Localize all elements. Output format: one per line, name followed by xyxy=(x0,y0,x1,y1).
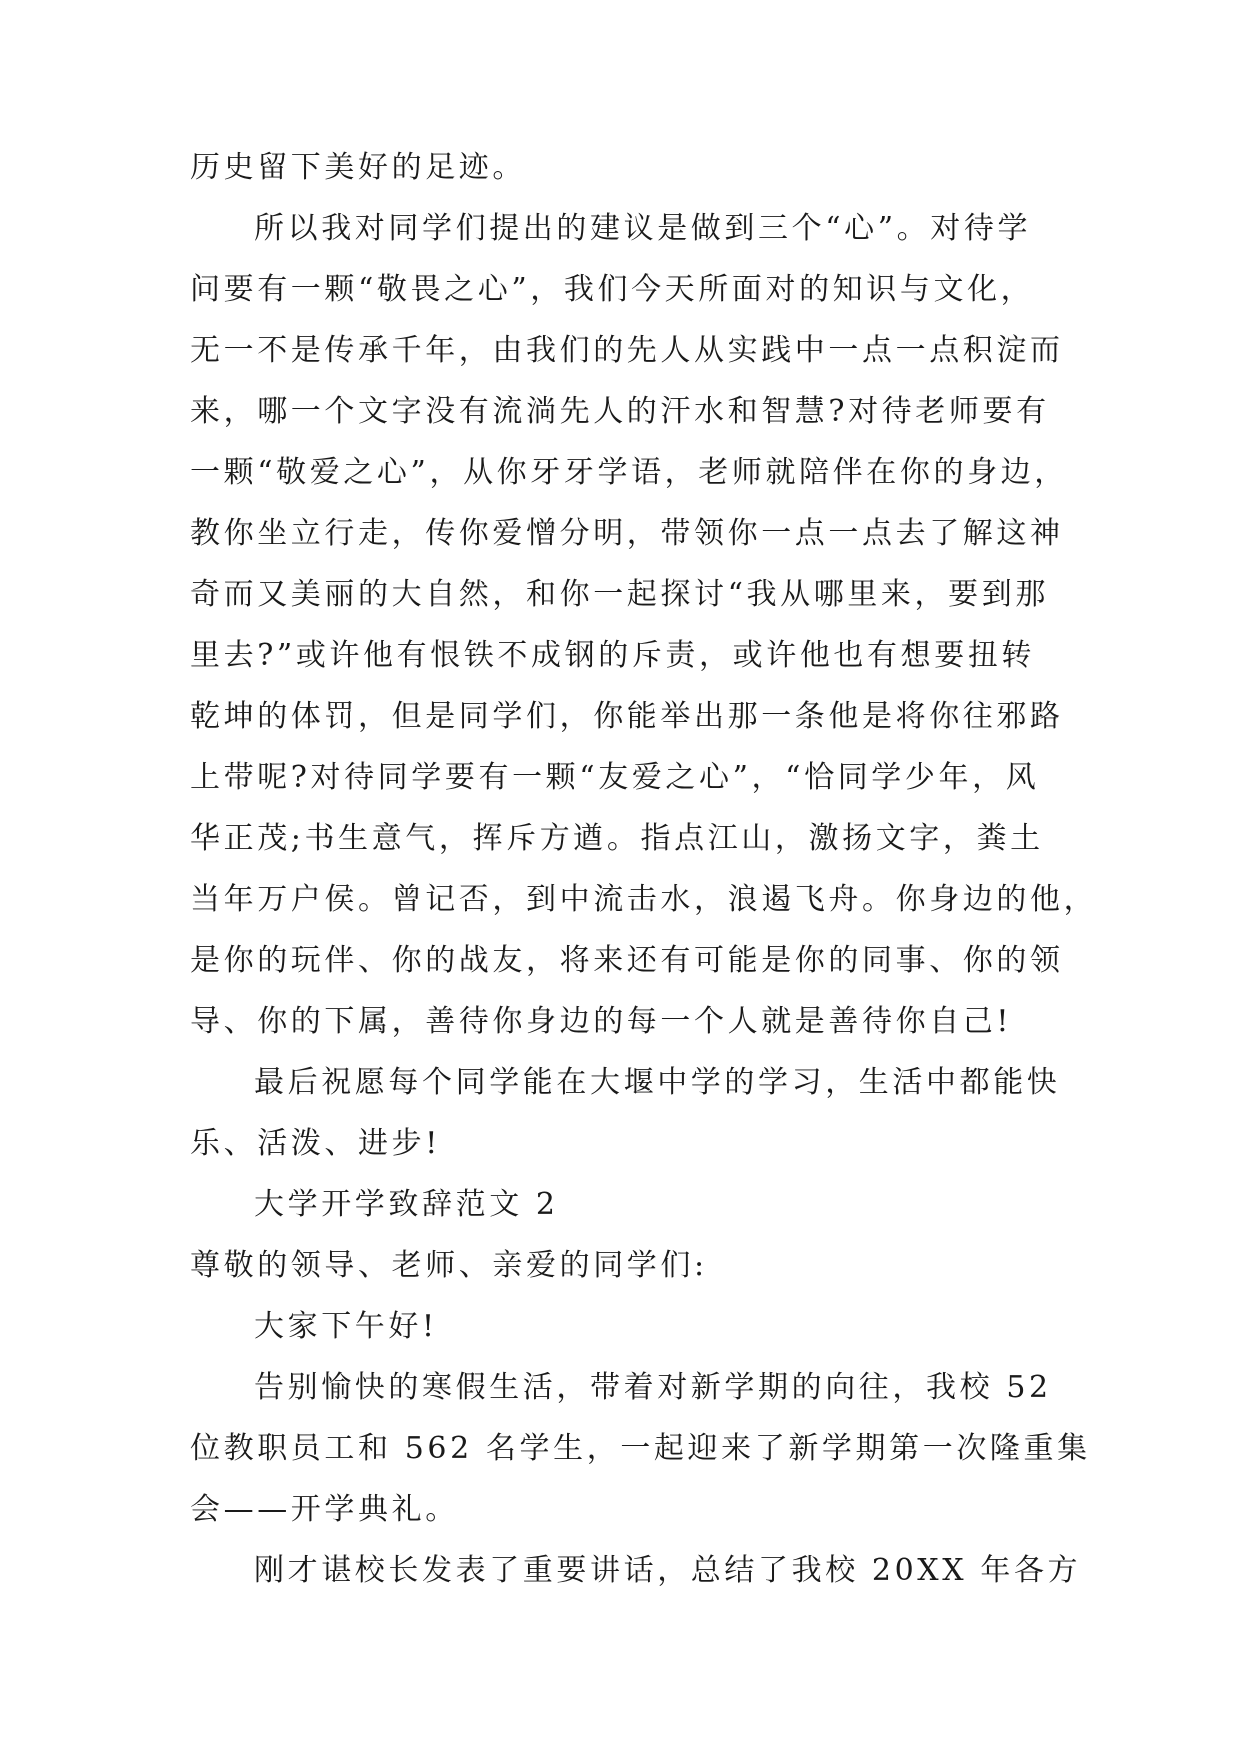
text-line: 导、你的下属，善待你身边的每一个人就是善待你自己! xyxy=(190,1004,1013,1039)
paragraph-line: 所以我对同学们提出的建议是做到三个“心”。对待学 xyxy=(254,211,1032,246)
text-line: 上带呢?对待同学要有一颗“友爱之心”，“恰同学少年，风 xyxy=(190,760,1040,795)
text-line: 是你的玩伴、你的战友，将来还有可能是你的同事、你的领 xyxy=(190,943,1064,978)
text-line: 历史留下美好的足迹。 xyxy=(190,150,526,185)
text-line: 会——开学典礼。 xyxy=(190,1492,459,1527)
text-line: 位教职员工和 562 名学生，一起迎来了新学期第一次隆重集 xyxy=(190,1431,1091,1466)
text-line: 一颗“敬爱之心”，从你牙牙学语，老师就陪伴在你的身边， xyxy=(190,455,1068,490)
greeting: 大家下午好! xyxy=(254,1309,438,1344)
section-heading: 大学开学致辞范文 2 xyxy=(254,1187,559,1222)
salutation: 尊敬的领导、老师、亲爱的同学们: xyxy=(190,1248,708,1283)
text-line: 乐、活泼、进步! xyxy=(190,1126,441,1161)
text-line: 里去?”或许他有恨铁不成钢的斥责，或许他也有想要扭转 xyxy=(190,638,1036,673)
text-line: 奇而又美丽的大自然，和你一起探讨“我从哪里来，要到那 xyxy=(190,577,1049,612)
paragraph-line: 告别愉快的寒假生活，带着对新学期的向往，我校 52 xyxy=(254,1370,1052,1405)
text-line: 来，哪一个文字没有流淌先人的汗水和智慧?对待老师要有 xyxy=(190,394,1050,429)
paragraph-line: 最后祝愿每个同学能在大堰中学的学习，生活中都能快 xyxy=(254,1065,1061,1100)
text-line: 教你坐立行走，传你爱憎分明，带领你一点一点去了解这神 xyxy=(190,516,1064,551)
paragraph-line: 刚才谌校长发表了重要讲话，总结了我校 20XX 年各方 xyxy=(254,1553,1082,1588)
text-line: 当年万户侯。曾记否，到中流击水，浪遏飞舟。你身边的他， xyxy=(190,882,1098,917)
text-line: 乾坤的体罚，但是同学们，你能举出那一条他是将你往邪路 xyxy=(190,699,1064,734)
text-line: 华正茂;书生意气，挥斥方遒。指点江山，激扬文字，粪土 xyxy=(190,821,1044,856)
text-line: 问要有一颗“敬畏之心”，我们今天所面对的知识与文化， xyxy=(190,272,1035,307)
text-line: 无一不是传承千年，由我们的先人从实践中一点一点积淀而 xyxy=(190,333,1064,368)
